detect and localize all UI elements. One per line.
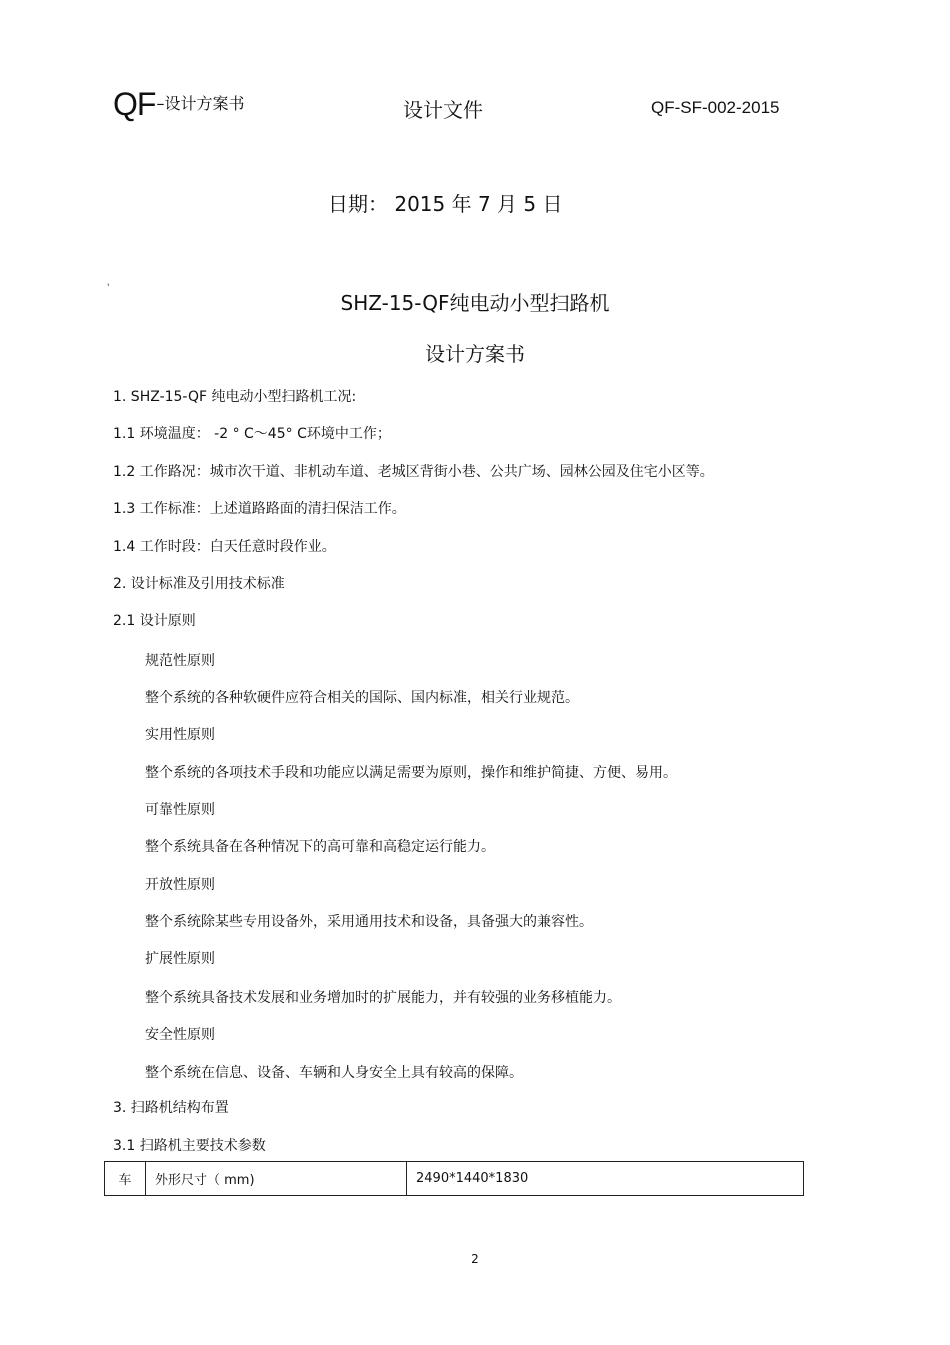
header-left — [113, 86, 244, 123]
body-line: 1.3 工作标准：上述道路路面的清扫保洁工作。 — [113, 501, 406, 517]
principle-heading: 实用性原则 — [145, 727, 215, 743]
page-number: 2 — [471, 1252, 479, 1266]
parameters-table — [104, 1161, 804, 1196]
principle-heading: 可靠性原则 — [145, 802, 215, 818]
body-line: 3. 扫路机结构布置 — [113, 1100, 229, 1116]
body-line: 1.1 环境温度： -2 ° C～45° C环境中工作； — [113, 426, 391, 442]
header-doc-number: QF-SF-002-2015 — [651, 98, 780, 117]
body-line: 1. SHZ-15-QF 纯电动小型扫路机工况: — [113, 389, 357, 405]
principle-heading: 安全性原则 — [145, 1027, 215, 1043]
body-line: 2.1 设计原则 — [113, 613, 196, 629]
body-line: 3.1 扫路机主要技术参数 — [113, 1138, 266, 1154]
table-cell: 外形尺寸（ mm) — [146, 1162, 407, 1196]
doc-subtitle: 设计方案书 — [425, 342, 525, 366]
principle-text: 整个系统在信息、设备、车辆和人身安全上具有较高的保障。 — [145, 1065, 523, 1081]
margin-mark: ' — [107, 283, 110, 293]
principle-text: 整个系统具备技术发展和业务增加时的扩展能力，并有较强的业务移植能力。 — [145, 990, 621, 1006]
body-line: 1.4 工作时段：白天任意时段作业。 — [113, 539, 336, 555]
header-doc-type: –设计方案书 — [156, 94, 245, 113]
header-center-title: 设计文件 — [403, 98, 483, 122]
body-line: 1.2 工作路况：城市次干道、非机动车道、老城区背街小巷、公共广场、园林公园及住宅小区等。 — [113, 464, 714, 480]
principle-text: 整个系统具备在各种情况下的高可靠和高稳定运行能力。 — [145, 839, 495, 855]
principle-text: 整个系统除某些专用设备外，采用通用技术和设备，具备强大的兼容性。 — [145, 914, 593, 930]
doc-title: SHZ-15-QF纯电动小型扫路机 — [340, 291, 610, 315]
table-cell: 车 — [105, 1162, 146, 1196]
table-row — [105, 1162, 804, 1196]
body-line: 2. 设计标准及引用技术标准 — [113, 576, 285, 592]
principle-heading: 规范性原则 — [145, 653, 215, 669]
principle-text: 整个系统的各种软硬件应符合相关的国际、国内标准，相关行业规范。 — [145, 690, 579, 706]
header-qf-code: QF — [113, 86, 156, 122]
principle-text: 整个系统的各项技术手段和功能应以满足需要为原则，操作和维护简捷、方便、易用。 — [145, 765, 677, 781]
principle-heading: 开放性原则 — [145, 877, 215, 893]
table-cell: 2490*1440*1830 — [407, 1162, 804, 1196]
date-line: 日期： 2015 年 7 月 5 日 — [328, 192, 563, 216]
principle-heading: 扩展性原则 — [145, 951, 215, 967]
